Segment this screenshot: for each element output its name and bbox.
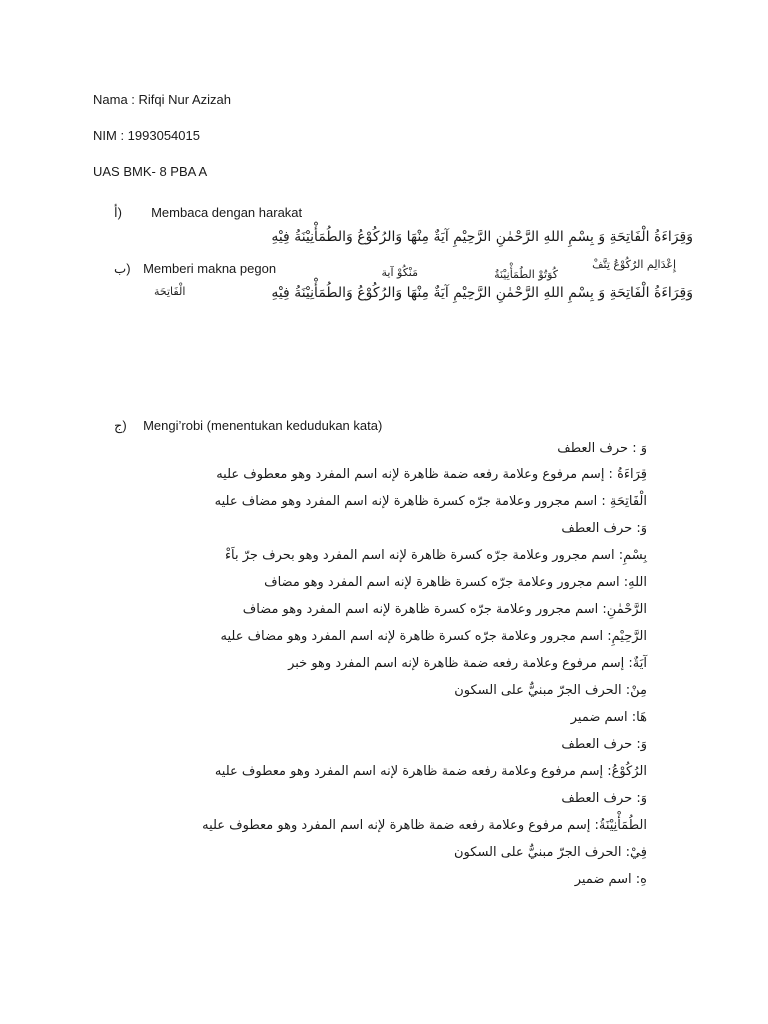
section-a-title: Membaca dengan harakat <box>151 205 303 220</box>
irab-item: الرَّحْمٰنِ: اسم مجرور وعلامة جرّه كسرة ظاهرة لإنه اسم المفرد وهو مضاف <box>242 602 647 617</box>
irab-item: فِيْ: الحرف الجرّ مبنيٌّ على السكون <box>454 845 647 860</box>
section-a-arabic-text: وَقِرَاءَةُ الْفَاتِحَةِ وَ بِسْمِ اللهِ الرَّحْمٰنِ الرَّحِيْمِ آيَةٌ مِنْهَا وَالرُكُوْعُ وَالطُمَأْنِيْنَةُ فِيْهِ <box>271 229 693 245</box>
section-a-heading <box>114 202 302 221</box>
irab-item: وَ: حرف العطف <box>561 791 647 806</box>
section-b-marker: ب) <box>114 261 131 276</box>
pegon-gloss-3: مَنْكُوْ آية <box>381 266 418 279</box>
section-c-marker: ج) <box>114 418 127 433</box>
irab-item: الرُكُوْعُ: إسم مرفوع وعلامة رفعه ضمة ظاهرة لإنه اسم المفرد وهو معطوف عليه <box>214 764 647 779</box>
irab-item: اللهِ: اسم مجرور وعلامة جرّه كسرة ظاهرة لإنه اسم المفرد وهو مضاف <box>264 575 647 590</box>
section-a-marker: أ) <box>114 205 122 220</box>
irab-item: مِنْ: الحرف الجرّ مبنيٌّ على السكون <box>454 683 647 698</box>
section-b-arabic-text: وَقِرَاءَةُ الْفَاتِحَةِ وَ بِسْمِ اللهِ الرَّحْمٰنِ الرَّحِيْمِ آيَةٌ مِنْهَا وَالرُكُوْعُ وَالطُمَأْنِيْنَةُ فِيْهِ <box>271 285 693 301</box>
irab-item: هِ: اسم ضمير <box>574 872 647 887</box>
irab-item: بِسْمِ: اسم مجرور وعلامة جرّه كسرة ظاهرة لإنه اسم المفرد وهو بحرف جرّ باَءْ <box>224 548 647 563</box>
section-b-title: Memberi makna pegon <box>143 261 277 276</box>
section-b-tail: الْفَاتِحَة <box>154 285 186 298</box>
irab-item: الرَّحِيْمِ: اسم مجرور وعلامة جرّه كسرة ظاهرة لإنه اسم المفرد وهو مضاف عليه <box>220 629 647 644</box>
student-nim: NIM : 1993054015 <box>93 128 200 143</box>
section-c-heading <box>114 415 382 434</box>
pegon-gloss-1: إِعْدَالِم الرُكُوْعُ تِتَّفْ <box>592 258 676 271</box>
irab-item: هَا: اسم ضمير <box>570 710 647 725</box>
section-b-heading <box>114 258 276 277</box>
irab-item: وَ: حرف العطف <box>561 521 647 536</box>
section-c-title: Mengi’robi (menentukan kedudukan kata) <box>143 418 383 433</box>
irab-item: الْفَاتِحَةِ : اسم مجرور وعلامة جرّه كسرة ظاهرة لإنه اسم المفرد وهو مضاف عليه <box>214 494 647 509</box>
irab-item: آيَةٌ: إسم مرفوع وعلامة رفعه ضمة ظاهرة لإنه اسم المفرد وهو خبر <box>288 656 647 671</box>
exam-class: UAS BMK- 8 PBA A <box>93 164 208 179</box>
irab-item: قِرَاءَةُ : إسم مرفوع وعلامة رفعه ضمة ظاهرة لإنه اسم المفرد وهو معطوف عليه <box>216 467 647 482</box>
irab-item: الطُمَأْنِيْنَةُ: إسم مرفوع وعلامة رفعه ضمة ظاهرة لإنه اسم المفرد وهو معطوف عليه <box>202 818 647 833</box>
irab-item: وَ : حرف العطف <box>557 441 647 456</box>
student-name: Nama : Rifqi Nur Azizah <box>93 92 231 107</box>
irab-item: وَ: حرف العطف <box>561 737 647 752</box>
pegon-gloss-2: كُوَتُوْ الطُمَأْنِيْنَةُ <box>494 268 558 281</box>
